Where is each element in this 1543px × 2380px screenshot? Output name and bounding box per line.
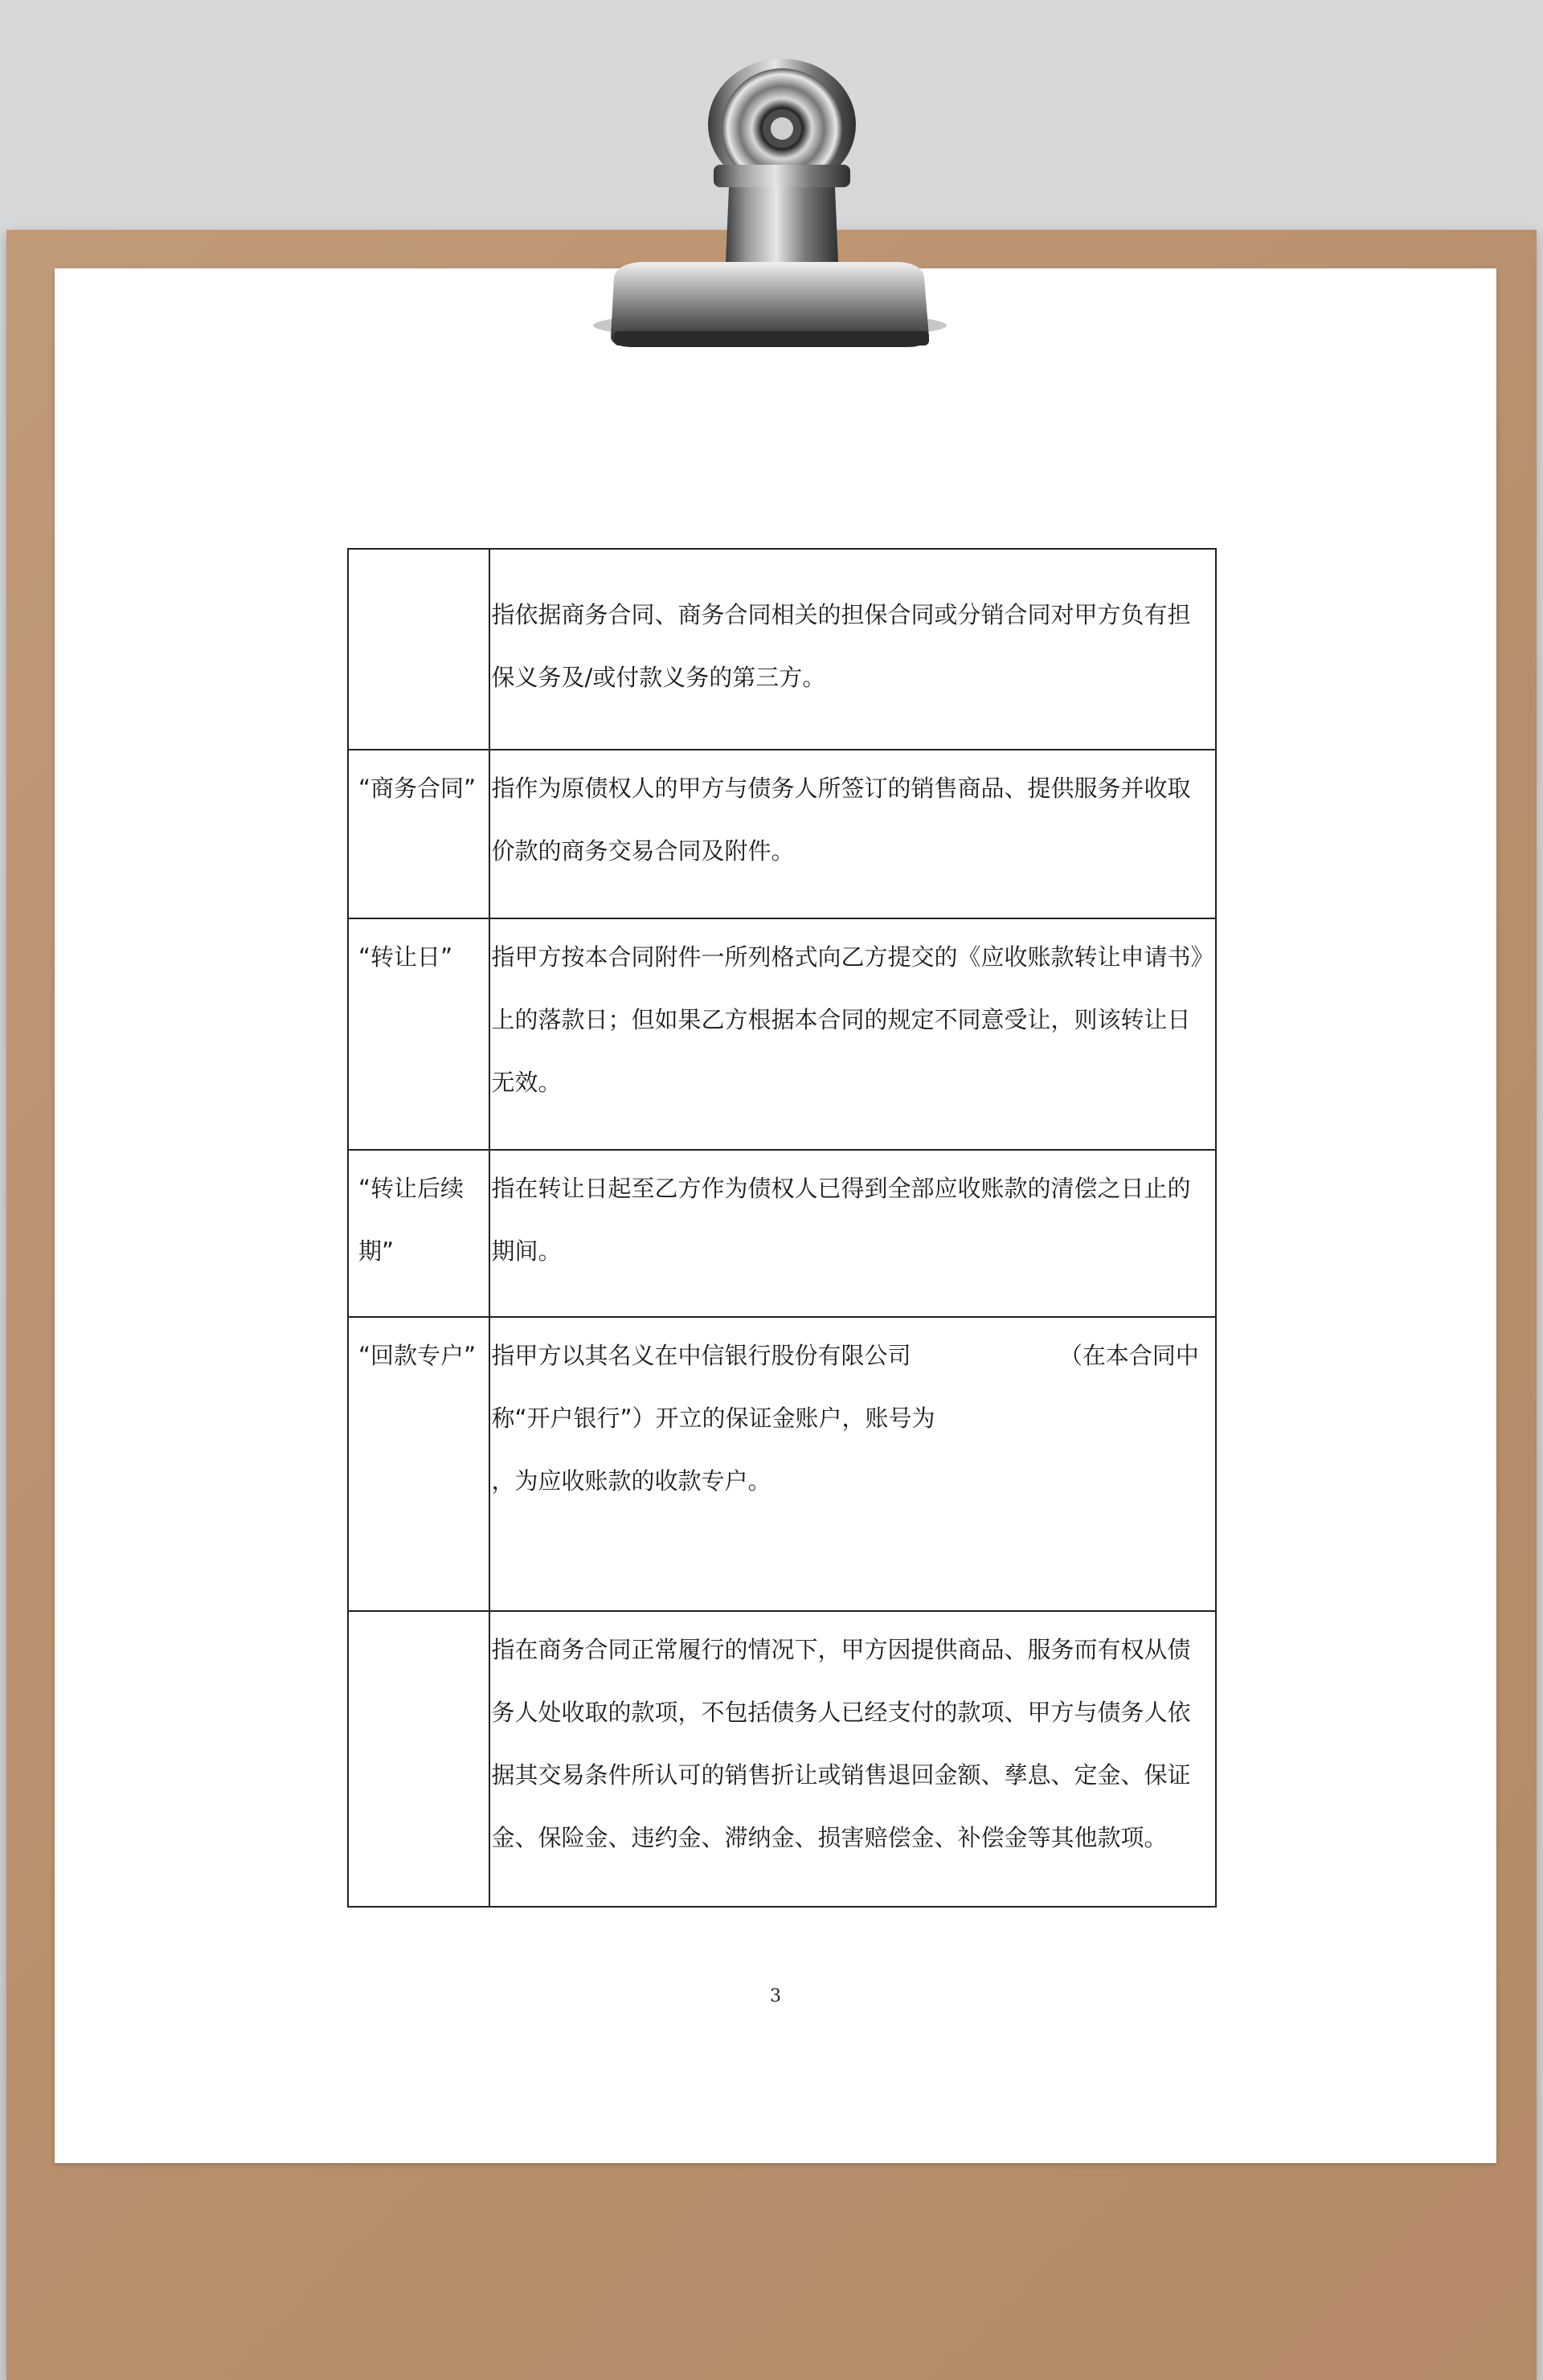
definition-text: 指甲方按本合同附件一所列格式向乙方提交的《应收账款转让申请书》上的落款日；但如果乙方根据本合同的规定不同意受让，则该转让日无效。 xyxy=(491,943,1203,1096)
term-cell xyxy=(348,549,489,750)
term-text xyxy=(349,550,489,575)
definition-cell xyxy=(489,549,1217,750)
term-cell xyxy=(348,1317,489,1611)
definition-text: 指作为原债权人的甲方与债务人所签订的销售商品、提供服务并收取价款的商务交易合同及附件。 xyxy=(491,775,1191,865)
document-page xyxy=(55,268,1496,2163)
definition-cell xyxy=(489,918,1217,1150)
term-text: “回款专户” xyxy=(358,1342,477,1369)
definition-cell xyxy=(489,1611,1217,1907)
table-row xyxy=(348,1150,1216,1317)
table-row xyxy=(348,750,1216,918)
definition-cell xyxy=(489,1317,1232,1611)
term-cell xyxy=(348,1611,489,1907)
definition-text: 指在转让日起至乙方作为债权人已得到全部应收账款的清偿之日止的期间。 xyxy=(491,1175,1191,1265)
table-row xyxy=(348,918,1216,1150)
term-text: “转让后续期” xyxy=(358,1175,465,1265)
page-number: 3 xyxy=(770,1986,781,2006)
term-cell xyxy=(348,750,489,918)
table-row xyxy=(348,1611,1216,1907)
term-text: “商务合同” xyxy=(358,775,477,802)
table-row xyxy=(348,1317,1216,1611)
term-text xyxy=(349,1612,489,1638)
binder-clip-icon xyxy=(585,48,947,354)
term-cell xyxy=(348,1150,489,1317)
table-row xyxy=(348,549,1216,750)
definition-text: 指甲方以其名义在中信银行股份有限公司 （在本合同中称“开户银行”）开立的保证金账户，账号为 ，为应收账款的收款专户。 xyxy=(491,1342,1232,1495)
term-text: “转让日” xyxy=(358,943,453,971)
definition-cell xyxy=(489,1150,1217,1317)
definitions-table xyxy=(347,548,1232,1908)
term-cell xyxy=(348,918,489,1150)
definition-cell xyxy=(489,750,1217,918)
definition-text: 指在商务合同正常履行的情况下，甲方因提供商品、服务而有权从债务人处收取的款项，不包括债务人已经支付的款项、甲方与债务人依据其交易条件所认可的销售折让或销售退回金额、孳息、定金、保证金、保险金、违约金、滞纳金、损害赔偿金、补偿金等其他款项。 xyxy=(491,1636,1191,1851)
definition-text: 指依据商务合同、商务合同相关的担保合同或分销合同对甲方负有担保义务及/或付款义务的第三方。 xyxy=(491,601,1191,691)
